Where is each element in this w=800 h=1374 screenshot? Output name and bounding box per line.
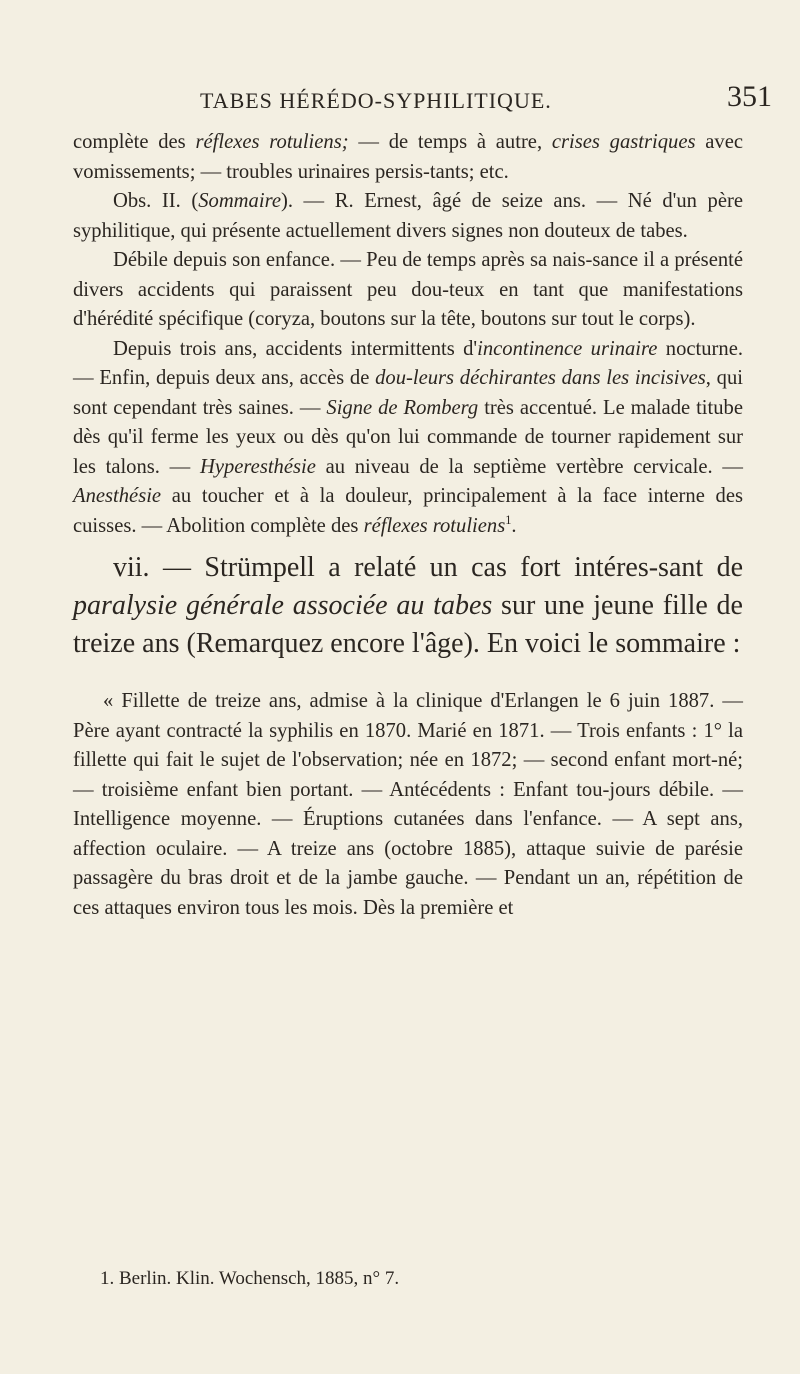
- observation-heading-paragraph: Obs. II. (Sommaire). — R. Ernest, âgé de seize ans. — Né d'un père syphilitique, qui présente actuellement divers signes non douteux de tabes.: [73, 190, 743, 242]
- paragraph-continuation: complète des réflexes rotuliens; — de temps à autre, crises gastriques avec vomissements; — troubles urinaires persis-tants; etc.: [73, 131, 744, 183]
- running-title: TABES HÉRÉDO-SYPHILITIQUE.: [200, 88, 552, 113]
- footnote: 1. Berlin. Klin. Wochensch, 1885, n° 7.: [100, 1268, 400, 1289]
- body-text: [73, 128, 743, 923]
- footnote-reference: 1: [505, 512, 512, 527]
- case-summary-quote: « Fillette de treize ans, admise à la clinique d'Erlangen le 6 juin 1887. — Père ayant contracté la syphilis en 1870. Marié en 1871. — Trois enfants : 1° la fillette qui fait le sujet de l'observation; née en 1872; — second enfant mort-né; — troisième enfant bien portant. — Antécédents : Enfant tou-jours débile. — Intelligence moyenne. — Éruptions cutanées dans l'enfance. — A sept ans, affection oculaire. — A treize ans (octobre 1885), attaque suivie de parésie passagère du bras droit et de la jambe gauche. — Pendant un an, répétition de ces attaques environ tous les mois. Dès la première et: [73, 690, 743, 919]
- observation-history-paragraph: Débile depuis son enfance. — Peu de temps après sa nais-sance il a présenté divers accidents qui paraissent peu dou-teux en tant que manifestations d'hérédité spécifique (coryza, boutons sur la tête, boutons sur tout le corps).: [73, 249, 743, 330]
- section-vii-paragraph: vii. — Strümpell a relaté un cas fort intéres-sant de paralysie générale associée au tabes sur une jeune fille de treize ans (Remarquez encore l'âge). En voici le sommaire :: [73, 552, 743, 659]
- page-number: 351: [727, 80, 772, 113]
- observation-symptoms-paragraph: Depuis trois ans, accidents intermittents d'incontinence urinaire nocturne. — Enfin, depuis deux ans, accès de dou-leurs déchirantes dans les incisives, qui sont cependant très saines. — Signe de Romberg très accentué. Le malade titube dès qu'il ferme les yeux ou dès qu'on lui commande de tourner rapidement sur les talons. — Hyperesthésie au niveau de la septième vertèbre cervicale. — Anesthésie au toucher et à la douleur, principalement à la face interne des cuisses. — Abolition complète des réflexes rotuliens$^1$.: [73, 337, 743, 537]
- page-header: [0, 80, 800, 114]
